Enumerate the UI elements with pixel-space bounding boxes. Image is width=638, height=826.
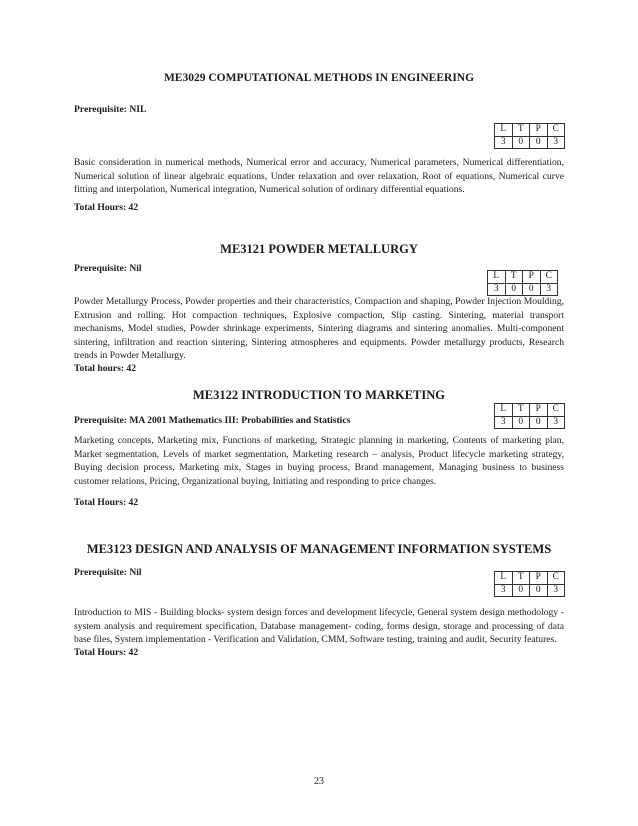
ltpc-value-row bbox=[495, 584, 565, 597]
ltpc-header-p: P bbox=[530, 124, 548, 137]
ltpc-value-t: 0 bbox=[512, 584, 530, 597]
course-title: ME3122 INTRODUCTION TO MARKETING bbox=[193, 388, 445, 402]
course-me3122-body bbox=[74, 434, 564, 508]
ltpc-value-t: 0 bbox=[512, 136, 530, 149]
ltpc-header-t: T bbox=[512, 124, 530, 137]
course-me3123 bbox=[74, 542, 564, 578]
course-total-hours: Total hours: 42 bbox=[74, 362, 137, 374]
course-title: ME3123 DESIGN AND ANALYSIS OF MANAGEMENT INFORMATION SYSTEMS bbox=[86, 542, 552, 556]
course-prerequisite: Prerequisite: Nil bbox=[74, 567, 142, 578]
ltpc-header-t: T bbox=[505, 271, 523, 284]
course-title: ME3029 COMPUTATIONAL METHODS IN ENGINEERING bbox=[163, 72, 475, 84]
page-number: 23 bbox=[314, 776, 324, 787]
ltpc-value-row bbox=[495, 136, 565, 149]
course-description: Introduction to MIS - Building blocks- system design forces and development lifecycle, General system design methodology - system analysis and requirement specification, Database management- coding, forms design, storage and processing of data base files, System implementation - Verification and Validation, CMM, Software testing, training and audit, Security features. bbox=[74, 607, 564, 645]
ltpc-table bbox=[487, 270, 558, 296]
ltpc-header-c: C bbox=[547, 124, 565, 137]
course-me3121-body bbox=[74, 295, 564, 374]
ltpc-header-l: L bbox=[495, 404, 513, 417]
ltpc-value-l: 3 bbox=[495, 584, 513, 597]
course-total-hours: Total Hours: 42 bbox=[74, 201, 139, 213]
course-description: Basic consideration in numerical methods, Numerical error and accuracy, Numerical parameters, Numerical differentiation, Numerical solution of linear algebraic equations, Under relaxation and over relaxation, Root of equations, Numerical curve fitting and interpolation, Numerical integration, Numerical solution of ordinary differential equations. bbox=[74, 157, 564, 195]
course-title: ME3121 POWDER METALLURGY bbox=[220, 242, 418, 256]
ltpc-header-row bbox=[488, 271, 558, 284]
ltpc-table bbox=[494, 403, 565, 429]
course-me3029-body bbox=[74, 156, 564, 213]
ltpc-table bbox=[494, 571, 565, 597]
course-description: Powder Metallurgy Process, Powder properties and their characteristics, Compaction and shaping, Powder Injection Moulding, Extrusion and rolling. Hot compaction techniques, Explosive compaction, Slip casting. Sintering, material transport mechanisms, Model studies, Powder shrinkage experiments, Sintering diagrams and sintering anomalies. Multi-component sintering, infiltration and reaction sintering, Sintering atmospheres and equipments. Powder metallurgy products, Research trends in Powder Metallurgy. bbox=[74, 296, 564, 361]
ltpc-value-t: 0 bbox=[505, 283, 523, 296]
course-prerequisite: Prerequisite: Nil bbox=[74, 263, 142, 274]
ltpc-header-p: P bbox=[523, 271, 541, 284]
ltpc-header-p: P bbox=[530, 572, 548, 585]
ltpc-value-t: 0 bbox=[512, 416, 530, 429]
ltpc-header-l: L bbox=[495, 124, 513, 137]
ltpc-header-c: C bbox=[547, 572, 565, 585]
ltpc-value-c: 3 bbox=[547, 584, 565, 597]
ltpc-value-l: 3 bbox=[495, 416, 513, 429]
ltpc-value-p: 0 bbox=[530, 416, 548, 429]
ltpc-header-t: T bbox=[512, 404, 530, 417]
ltpc-value-row bbox=[495, 416, 565, 429]
ltpc-header-row bbox=[495, 404, 565, 417]
ltpc-value-p: 0 bbox=[530, 136, 548, 149]
ltpc-header-row bbox=[495, 572, 565, 585]
ltpc-value-c: 3 bbox=[540, 283, 558, 296]
ltpc-header-t: T bbox=[512, 572, 530, 585]
course-me3122 bbox=[74, 388, 564, 426]
ltpc-value-l: 3 bbox=[495, 136, 513, 149]
ltpc-value-row bbox=[488, 283, 558, 296]
ltpc-header-l: L bbox=[495, 572, 513, 585]
ltpc-value-l: 3 bbox=[488, 283, 506, 296]
ltpc-value-p: 0 bbox=[523, 283, 541, 296]
course-prerequisite: Prerequisite: MA 2001 Mathematics III: Probabilities and Statistics bbox=[74, 415, 351, 426]
ltpc-value-c: 3 bbox=[547, 136, 565, 149]
course-description: Marketing concepts, Marketing mix, Functions of marketing, Strategic planning in marketing, Contents of marketing plan, Market segmentation, Levels of market segmentation, Marketing research – analysis, Product lifecycle marketing strategy, Buying decision process, Marketing mix, Stages in buying process, Brand management, Managing business to business customer relations, Pricing, Organizational buying, Initiating and responding to price changes. bbox=[74, 435, 564, 487]
ltpc-header-l: L bbox=[488, 271, 506, 284]
ltpc-value-p: 0 bbox=[530, 584, 548, 597]
ltpc-table bbox=[494, 123, 565, 149]
course-total-hours: Total Hours: 42 bbox=[74, 646, 139, 658]
ltpc-header-c: C bbox=[540, 271, 558, 284]
course-me3029 bbox=[74, 72, 564, 115]
ltpc-header-c: C bbox=[547, 404, 565, 417]
course-total-hours: Total Hours: 42 bbox=[74, 497, 139, 508]
ltpc-header-p: P bbox=[530, 404, 548, 417]
ltpc-header-row bbox=[495, 124, 565, 137]
course-me3123-body bbox=[74, 606, 564, 658]
ltpc-value-c: 3 bbox=[547, 416, 565, 429]
course-prerequisite: Prerequisite: NIL bbox=[74, 104, 147, 115]
